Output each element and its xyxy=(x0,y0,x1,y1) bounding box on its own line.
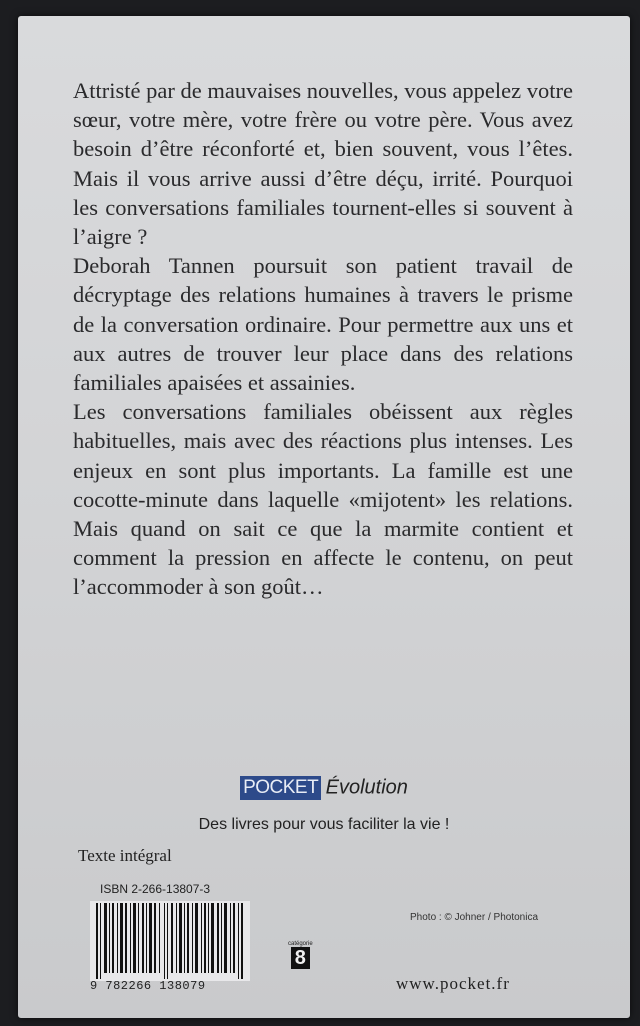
book-back-cover xyxy=(18,16,630,1018)
collection-title xyxy=(18,776,630,800)
barcode xyxy=(90,901,250,1001)
isbn-label: ISBN 2-266-13807-3 xyxy=(100,882,211,896)
barcode-bars xyxy=(90,901,250,981)
barcode-digits: 9 782266 138079 xyxy=(90,979,206,993)
texte-integral-label: Texte intégral xyxy=(78,846,172,865)
pocket-logo: POCKET xyxy=(240,776,321,800)
photo-credit: Photo : © Johner / Photonica xyxy=(410,912,539,923)
collection-tagline: Des livres pour vous faciliter la vie ! xyxy=(198,816,450,833)
category-label: catégorie xyxy=(288,941,313,947)
blurb-paragraph-3: Les conversations familiales obéissent aux règles habituelles, mais avec des réactions plus intenses. Les enjeux en sont plus importants. La famille est une cocotte-minute dans laquelle «mijotent» les relations. Mais quand on sait ce que la marmite contient et comment la pression en affecte le contenu, on peut l’accommoder à son goût… xyxy=(73,399,573,600)
publisher-url: www.pocket.fr xyxy=(396,974,510,993)
category-number: 8 xyxy=(291,947,310,969)
blurb-paragraph-2: Deborah Tannen poursuit son patient travail de décryptage des relations humaines à travers le prisme de la conversation ordinaire. Pour permettre aux uns et aux autres de trouver leur place dans des relations familiales apaisées et assainies. xyxy=(73,253,573,396)
category-badge xyxy=(288,941,313,969)
blurb-text xyxy=(73,76,573,602)
collection-name: Évolution xyxy=(325,776,408,799)
blurb-paragraph-1: Attristé par de mauvaises nouvelles, vous appelez votre sœur, votre mère, votre frère ou votre père. Vous avez besoin d’être réconforté et, bien souvent, vous l’êtes. Mais il vous arrive aussi d’être déçu, irrité. Pourquoi les conversations familiales tournent-elles si souvent à l’aigre ? xyxy=(73,78,573,250)
